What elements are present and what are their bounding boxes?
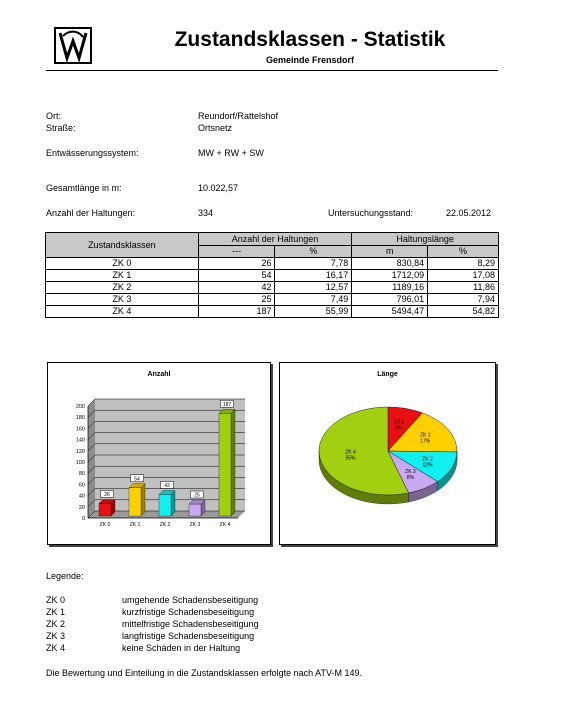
legend-heading: Legende: [46,571,84,581]
cell-mpct: 11,86 [428,282,499,294]
cell-pct: 55,99 [275,306,352,318]
legend-key: ZK 2 [46,619,66,629]
strasse-value: Ortsnetz [198,123,233,133]
table-row [46,306,499,318]
cell-zk: ZK 0 [46,258,199,270]
legend-text: kurzfristige Schadensbeseitigung [122,607,255,617]
bar [129,488,141,516]
cell-count: 187 [198,306,275,318]
legend-text: mittelfristige Schadensbeseitigung [122,619,259,629]
bar-chart [48,363,270,544]
legend-text: keine Schäden in der Haltung [122,643,241,653]
cell-m: 830,84 [352,258,428,270]
laenge-label: Gesamtlänge in m: [46,183,122,193]
cell-count: 25 [198,294,275,306]
x-tick-label: ZK 0 [99,522,111,528]
y-tick-label: 160 [75,426,85,433]
cell-mpct: 8,29 [428,258,499,270]
cell-m: 1712,09 [352,270,428,282]
cell-mpct: 17,08 [428,270,499,282]
bar-chart-panel [47,362,271,545]
y-tick-label: 20 [78,504,85,511]
bar [99,503,111,516]
bar [189,504,201,516]
pie-label: ZK 1 [419,432,431,439]
stand-label: Untersuchungsstand: [328,208,414,218]
col-group-anzahl: Anzahl der Haltungen [198,233,352,246]
footnote: Die Bewertung und Einteilung in die Zustandsklassen erfolgte nach ATV-M 149. [46,668,363,678]
y-tick-label: 120 [75,448,85,455]
bar [159,494,171,516]
cell-m: 796,01 [352,294,428,306]
col-group-laenge: Haltungslänge [352,233,499,246]
legend-item [46,631,254,641]
cell-zk: ZK 3 [46,294,199,306]
y-tick-label: 100 [75,460,85,466]
ort-label: Ort: [46,111,61,121]
pie-label: ZK 0 [393,419,405,426]
anzahl-label: Anzahl der Haltungen: [46,208,136,218]
x-tick-label: ZK 1 [129,522,141,528]
table-row [46,282,499,294]
x-tick-label: ZK 2 [159,522,171,528]
legend-key: ZK 4 [46,643,66,653]
legend-text: umgehende Schadensbeseitigung [122,595,259,605]
pie-label: ZK 3 [405,469,416,476]
cell-m: 1189,16 [352,282,428,294]
legend-key: ZK 1 [46,607,66,617]
header-divider [46,70,498,71]
system-label: Entwässerungssystem: [46,148,139,158]
ort-value: Reundorf/Rattelshof [198,111,279,121]
y-tick-label: 140 [75,437,85,444]
data-label: 187 [222,401,232,408]
pie-chart-title: Länge [377,371,398,378]
cell-pct: 7,49 [275,294,352,306]
col-header-zk: Zustandsklassen [46,233,199,258]
data-label: 54 [134,476,140,483]
cell-mpct: 54,82 [428,306,499,318]
pie-chart [280,363,495,544]
anzahl-value: 334 [198,208,214,218]
pie-label: ZK 2 [422,456,433,463]
cell-pct: 7,78 [275,258,352,270]
bar-chart-title: Anzahl [147,371,171,378]
statistics-table [45,232,499,318]
legend-item [46,619,259,629]
cell-m: 5494,47 [352,306,428,318]
pie-percent-label: 55% [345,455,356,462]
legend-item [46,643,240,653]
system-value: MW + RW + SW [198,148,264,158]
table-row [46,294,499,306]
laenge-value: 10.022,57 [198,183,239,193]
cell-count: 42 [198,282,275,294]
cell-zk: ZK 4 [46,306,199,318]
legend-item [46,595,258,605]
stand-value: 22.05.2012 [446,208,492,218]
municipality-logo [54,27,92,64]
bar-side [231,409,235,516]
col-header-mpct: % [428,246,499,258]
y-tick-label: 60 [78,482,85,489]
col-header-pct: % [275,246,352,258]
pie-label: ZK 4 [345,449,356,456]
page-subtitle: Gemeinde Frensdorf [265,55,355,65]
table-row [46,270,499,282]
legend-key: ZK 0 [46,595,66,605]
x-tick-label: ZK 4 [219,522,231,528]
data-label: 42 [164,482,170,489]
legend-text: langfristige Schadensbeseitigung [122,631,255,641]
pie-percent-label: 8% [395,425,403,432]
data-label: 26 [104,491,110,498]
strasse-label: Straße: [46,123,76,133]
x-tick-label: ZK 3 [189,522,201,528]
cell-pct: 16,17 [275,270,352,282]
pie-percent-label: 17% [420,438,431,445]
y-tick-label: 80 [78,471,85,478]
page-title: Zustandsklassen - Statistik [174,28,446,51]
bar [219,413,231,516]
table-row [46,258,499,270]
bar-side [171,490,175,516]
y-tick-label: 40 [78,493,85,500]
y-tick-label: 200 [75,404,85,410]
cell-mpct: 7,94 [428,294,499,306]
cell-zk: ZK 2 [46,282,199,294]
y-tick-label: 0 [81,516,85,522]
cell-count: 54 [198,270,275,282]
legend-key: ZK 3 [46,631,66,641]
pie-chart-panel [279,362,496,545]
cell-pct: 12,57 [275,282,352,294]
pie-percent-label: 12% [422,462,433,469]
bar-side [141,484,145,516]
legend-item [46,607,254,617]
y-tick-label: 180 [75,415,85,422]
cell-count: 26 [198,258,275,270]
data-label: 25 [194,492,200,499]
col-header-count: --- [198,246,275,258]
pie-percent-label: 8% [406,475,415,482]
col-header-m: m [352,246,428,258]
cell-zk: ZK 1 [46,270,199,282]
